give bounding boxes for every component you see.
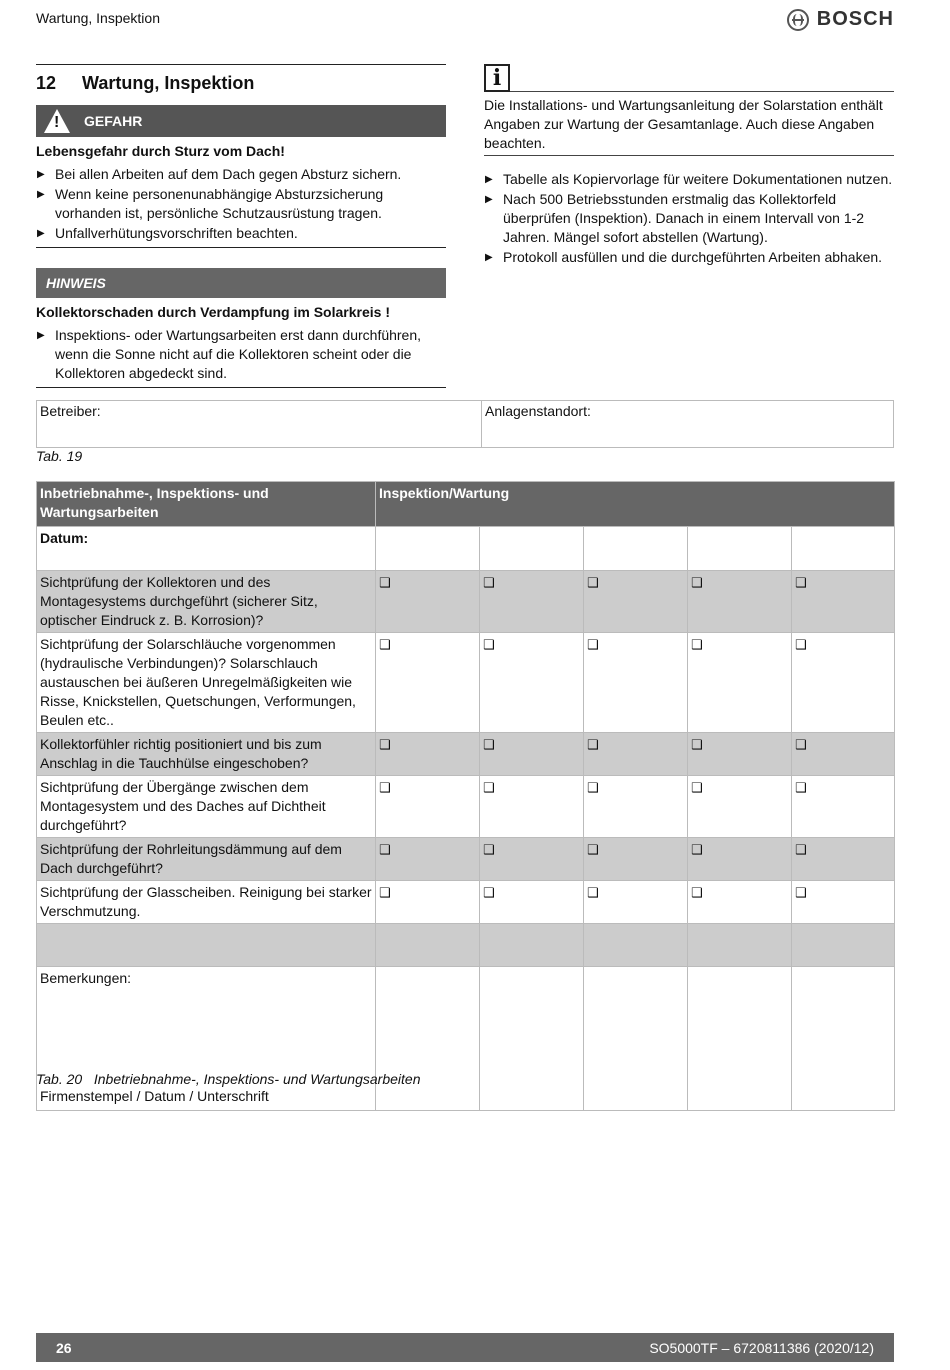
brand-name: BOSCH — [816, 8, 894, 30]
checkbox[interactable]: ❑ — [795, 843, 807, 858]
signature-cell[interactable] — [688, 967, 792, 1111]
checkbox[interactable]: ❑ — [587, 738, 599, 753]
date-cell[interactable] — [584, 527, 688, 571]
checkbox[interactable]: ❑ — [483, 843, 495, 858]
checkbox[interactable]: ❑ — [483, 576, 495, 591]
task-label: Sichtprüfung der Solarschläuche vorgenommen (hydraulische Verbindungen)? Solarschlauch austauschen bei äußeren Unregelmäßigkeiten wie Risse, Knickstellen, Quetschungen, Verformungen, Beulen etc.. — [37, 633, 376, 733]
stamp-label: Firmenstempel / Datum / Unterschrift — [40, 1088, 269, 1104]
checkbox[interactable]: ❑ — [795, 781, 807, 796]
checkbox[interactable]: ❑ — [379, 843, 391, 858]
document-id: SO5000TF – 6720811386 (2020/12) — [649, 1339, 874, 1356]
caption-text: Inbetriebnahme-, Inspektions- und Wartungsarbeiten — [93, 1071, 421, 1087]
date-cell[interactable] — [480, 527, 584, 571]
checkbox[interactable]: ❑ — [483, 781, 495, 796]
info-icon: i — [484, 64, 510, 92]
checkbox[interactable]: ❑ — [483, 638, 495, 653]
column-header: Inspektion/Wartung — [376, 482, 895, 527]
checkbox[interactable]: ❑ — [795, 638, 807, 653]
checkbox[interactable]: ❑ — [379, 886, 391, 901]
checkbox[interactable]: ❑ — [587, 576, 599, 591]
operator-cell[interactable]: Betreiber: — [37, 401, 482, 448]
table-row — [37, 571, 895, 633]
checkbox[interactable]: ❑ — [379, 638, 391, 653]
task-label: Kollektorfühler richtig positioniert und bis zum Anschlag in die Tauchhülse eingeschoben? — [37, 733, 376, 776]
checkbox[interactable]: ❑ — [795, 738, 807, 753]
info-text: Die Installations- und Wartungsanleitung der Solarstation enthält Angaben zur Wartung der Gesamtanlage. Auch diese Angaben beachten. — [484, 96, 894, 156]
list-item: ▶ Tabelle als Kopiervorlage für weitere Dokumentationen nutzen. — [484, 170, 894, 189]
checkbox[interactable]: ❑ — [691, 886, 703, 901]
section-title-text: Wartung, Inspektion — [82, 73, 255, 93]
checkbox[interactable]: ❑ — [587, 781, 599, 796]
date-row — [37, 527, 895, 571]
list-item: ▶ Wenn keine personenunabhängige Absturzsicherung vorhanden ist, persönliche Schutzausrüstung tragen. — [36, 185, 446, 223]
page-number: 26 — [56, 1339, 72, 1356]
checkbox[interactable]: ❑ — [587, 638, 599, 653]
notice-list — [36, 326, 446, 383]
remarks-row — [37, 967, 895, 1111]
left-column — [36, 64, 446, 388]
table-caption — [36, 1071, 420, 1087]
instruction-list — [484, 170, 894, 267]
signature-cell[interactable] — [584, 967, 688, 1111]
caption-number: Tab. 20 — [36, 1071, 83, 1087]
checkbox[interactable]: ❑ — [691, 843, 703, 858]
date-cell[interactable] — [376, 527, 480, 571]
task-label: Sichtprüfung der Kollektoren und des Montagesystems durchgeführt (sicherer Sitz, optischer Eindruck z. B. Korrosion)? — [37, 571, 376, 633]
task-label: Sichtprüfung der Übergänge zwischen dem Montagesystem und des Daches auf Dichtheit durchgeführt? — [37, 776, 376, 838]
table-header-row — [37, 482, 895, 527]
checkbox[interactable]: ❑ — [691, 738, 703, 753]
column-header: Inbetriebnahme-, Inspektions- und Wartungsarbeiten — [37, 482, 376, 527]
table-caption: Tab. 19 — [36, 448, 83, 464]
task-label: Sichtprüfung der Rohrleitungsdämmung auf dem Dach durchgeführt? — [37, 838, 376, 881]
list-item: ▶ Inspektions- oder Wartungsarbeiten erst dann durchführen, wenn die Sonne nicht auf die Kollektoren scheint oder die Kollektoren abgedeckt sind. — [36, 326, 446, 383]
date-label: Datum: — [37, 527, 376, 571]
section-title — [36, 65, 446, 101]
checkbox[interactable]: ❑ — [379, 781, 391, 796]
checkbox[interactable]: ❑ — [691, 781, 703, 796]
table-row — [37, 776, 895, 838]
checkbox[interactable]: ❑ — [795, 576, 807, 591]
list-item: ▶ Protokoll ausfüllen und die durchgeführten Arbeiten abhaken. — [484, 248, 894, 267]
brand-logo — [787, 8, 894, 31]
danger-label: GEFAHR — [84, 113, 143, 129]
location-cell[interactable]: Anlagenstandort: — [482, 401, 894, 448]
signature-cell[interactable] — [480, 967, 584, 1111]
table-row — [37, 881, 895, 924]
danger-bar — [36, 105, 446, 137]
section-number: 12 — [36, 73, 57, 93]
signature-cell[interactable] — [792, 967, 895, 1111]
bosch-armature-icon — [787, 9, 809, 31]
date-cell[interactable] — [792, 527, 895, 571]
table-row — [37, 838, 895, 881]
page-footer — [36, 1333, 894, 1362]
spacer-row — [37, 924, 895, 967]
checkbox[interactable]: ❑ — [691, 638, 703, 653]
checkbox[interactable]: ❑ — [795, 886, 807, 901]
warning-triangle-icon: ! — [44, 109, 70, 133]
signature-cell[interactable] — [376, 967, 480, 1111]
date-cell[interactable] — [688, 527, 792, 571]
notice-heading: Kollektorschaden durch Verdampfung im Solarkreis ! — [36, 304, 390, 320]
checkbox[interactable]: ❑ — [483, 738, 495, 753]
operator-table — [36, 400, 894, 448]
table-row — [37, 733, 895, 776]
right-column — [484, 64, 894, 268]
table-row — [37, 633, 895, 733]
checkbox[interactable]: ❑ — [379, 576, 391, 591]
checkbox[interactable]: ❑ — [691, 576, 703, 591]
checkbox[interactable]: ❑ — [379, 738, 391, 753]
list-item: ▶ Nach 500 Betriebsstunden erstmalig das Kollektorfeld überprüfen (Inspektion). Danach in einem Intervall von 1-2 Jahren. Mängel sofort abstellen (Wartung). — [484, 190, 894, 247]
maintenance-table — [36, 481, 895, 1111]
checkbox[interactable]: ❑ — [587, 886, 599, 901]
task-label: Sichtprüfung der Glasscheiben. Reinigung bei starker Verschmutzung. — [37, 881, 376, 924]
remarks-cell[interactable] — [37, 967, 376, 1111]
danger-list — [36, 165, 446, 243]
checkbox[interactable]: ❑ — [587, 843, 599, 858]
danger-heading: Lebensgefahr durch Sturz vom Dach! — [36, 143, 285, 159]
checkbox[interactable]: ❑ — [483, 886, 495, 901]
running-header: Wartung, Inspektion — [36, 10, 160, 26]
list-item: ▶ Bei allen Arbeiten auf dem Dach gegen Absturz sichern. — [36, 165, 446, 184]
remarks-label: Bemerkungen: — [40, 970, 132, 986]
notice-bar: HINWEIS — [36, 268, 446, 298]
list-item: ▶ Unfallverhütungsvorschriften beachten. — [36, 224, 446, 243]
